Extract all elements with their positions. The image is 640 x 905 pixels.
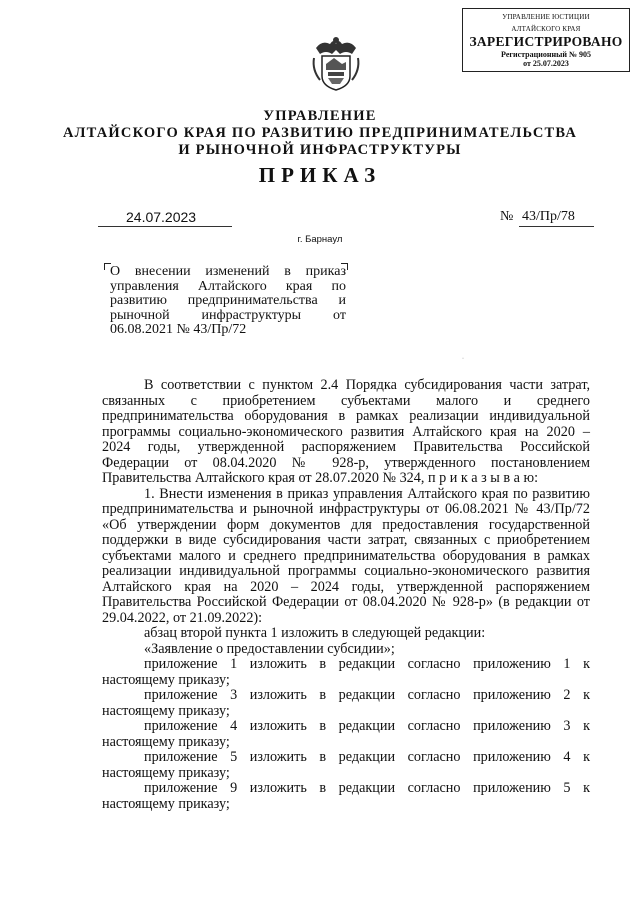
stamp-agency-line1: УПРАВЛЕНИЕ ЮСТИЦИИ	[502, 13, 590, 21]
order-number: 43/Пр/78	[519, 208, 594, 227]
paragraph-item-1: 1. Внести изменения в приказ управления Алтайского края по развитию предпринимательства и рыночной инфраструктуры от 06.08.2021 № 43/Пр/72 «Об утверждении форм документов для предоставления государственной поддержки в виде субсидирования части затрат, связанных с приобретением субъектами малого и среднего предпринимательства оборудования в рамках реализации индивидуальной программы социально-экономического развития Алтайского края на 2020 – 2024 годы, утвержденной распоряжением Правительства Российской Федерации от 08.04.2020 № 928-р» (в редакции от 29.04.2022, от 21.09.2022):	[102, 485, 590, 626]
department-line-3: И РЫНОЧНОЙ ИНФРАСТРУКТУРЫ	[178, 142, 462, 158]
stamp-agency-line2: АЛТАЙСКОГО КРАЯ	[511, 25, 581, 33]
paragraph-appendix-5: приложение 5 изложить в редакции согласно приложению 4 к настоящему приказу;	[102, 749, 590, 781]
paragraph-appendix-9: приложение 9 изложить в редакции согласно приложению 5 к настоящему приказу;	[102, 780, 590, 812]
city-name: г. Барнаул	[297, 234, 343, 245]
department-line-2: АЛТАЙСКОГО КРАЯ ПО РАЗВИТИЮ ПРЕДПРИНИМАТЕЛЬСТВА	[62, 125, 578, 141]
paragraph-appendix-1: приложение 1 изложить в редакции согласно приложению 1 к настоящему приказу;	[102, 656, 590, 688]
paragraph-amendment-1: абзац второй пункта 1 изложить в следующей редакции:	[144, 625, 486, 641]
order-date: 24.07.2023	[98, 208, 232, 227]
order-subject: О внесении изменений в приказ управления Алтайского края по развитию предпринимательства и рыночной инфраструктуры от 06.08.2021 № 43/Пр/72	[110, 264, 346, 337]
stamp-reg-number: Регистрационный № 905	[501, 50, 591, 59]
order-number-sign: №	[500, 209, 514, 224]
department-name	[0, 108, 640, 159]
scan-dot: ·	[462, 356, 464, 362]
document-type-title: ПРИКАЗ	[258, 163, 382, 187]
coat-of-arms-icon	[310, 34, 362, 94]
paragraph-preamble: В соответствии с пунктом 2.4 Порядка субсидирования части затрат, связанных с приобретением субъектами малого и среднего предпринимательства оборудования в рамках реализации индивидуальной программы социально-экономического развития Алтайского края на 2020 – 2024 годы, утвержденной распоряжением Правительства Российской Федерации от 08.04.2020 № 928-р, утвержденного постановлением Правительства Алтайского края от 28.07.2020 № 324, п р и к а з ы в а ю:	[102, 377, 590, 486]
registration-stamp	[462, 8, 630, 72]
stamp-status: ЗАРЕГИСТРИРОВАНО	[469, 34, 623, 49]
department-line-1: УПРАВЛЕНИЕ	[263, 108, 377, 124]
paragraph-appendix-3: приложение 3 изложить в редакции согласно приложению 2 к настоящему приказу;	[102, 687, 590, 719]
order-body	[102, 378, 590, 812]
paragraph-appendix-4: приложение 4 изложить в редакции согласно приложению 3 к настоящему приказу;	[102, 718, 590, 750]
paragraph-amendment-2: «Заявление о предоставлении субсидии»;	[144, 640, 395, 657]
stamp-reg-date: от 25.07.2023	[523, 59, 569, 68]
